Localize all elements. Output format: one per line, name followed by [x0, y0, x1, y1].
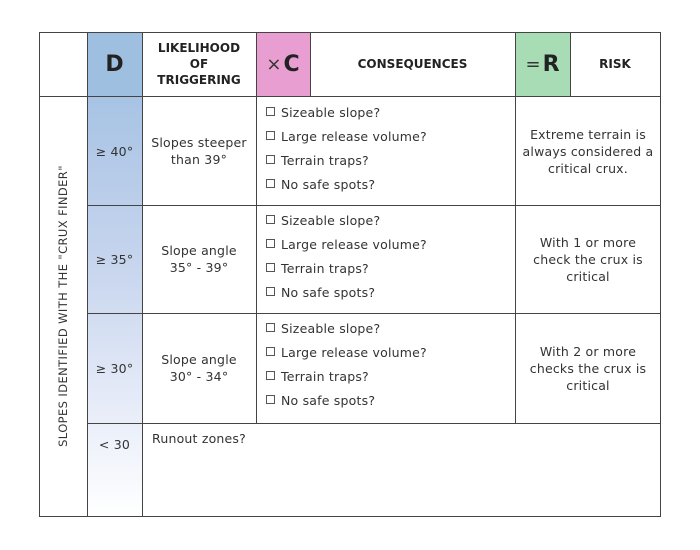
consequences-label: CONSEQUENCES [357, 57, 468, 71]
checkbox-icon [266, 371, 275, 380]
likelihood-label: LIKELIHOOD OF TRIGGERING [157, 41, 241, 87]
d-header-cell [87, 32, 142, 96]
equals-symbol: = [525, 53, 541, 75]
likelihood-header [142, 32, 256, 96]
d-letter: D [105, 51, 124, 77]
checklist-item [266, 317, 511, 341]
checklist-item [266, 257, 511, 281]
checklist-text: No safe spots? [281, 177, 376, 192]
row-divider [87, 423, 661, 424]
column-divider [87, 32, 88, 517]
consequences-header [310, 32, 515, 96]
column-divider [310, 32, 311, 96]
row-1-angle [87, 96, 142, 206]
r-header-cell [515, 32, 570, 96]
table-right-border [660, 32, 661, 517]
checklist-text: No safe spots? [281, 393, 376, 408]
column-divider [515, 32, 516, 423]
checklist-item [266, 389, 511, 413]
row-1-consequences [266, 101, 511, 197]
table-left-border [39, 32, 40, 517]
r-letter: R [542, 51, 560, 77]
checkbox-icon [266, 215, 275, 224]
checklist-item [266, 209, 511, 233]
row-2-risk-text: With 1 or more check the crux is critical [533, 234, 643, 284]
column-divider [142, 32, 143, 517]
row-2-risk [522, 205, 654, 313]
c-header-cell [256, 32, 310, 96]
row-2-consequences [266, 209, 511, 305]
c-letter: C [283, 51, 300, 77]
checkbox-icon [266, 395, 275, 404]
table-top-border [39, 32, 661, 33]
checklist-text: Large release volume? [281, 237, 427, 252]
row-divider [87, 313, 661, 314]
checklist-text: Sizeable slope? [281, 105, 381, 120]
checklist-item [266, 173, 511, 197]
times-symbol: × [266, 53, 282, 75]
checkbox-icon [266, 263, 275, 272]
checklist-text: Large release volume? [281, 129, 427, 144]
last-row-angle-text: < 30 [98, 437, 131, 452]
row-divider [87, 205, 661, 206]
checkbox-icon [266, 179, 275, 188]
row-2-likelihood-text: Slope angle 35° - 39° [161, 243, 237, 275]
checkbox-icon [266, 155, 275, 164]
row-3-angle [87, 313, 142, 423]
row-1-likelihood [150, 96, 248, 206]
runout-zones-label: Runout zones? [152, 431, 246, 446]
checklist-text: Sizeable slope? [281, 213, 381, 228]
row-3-consequences [266, 317, 511, 413]
checklist-text: Terrain traps? [281, 153, 369, 168]
table-bottom-border [39, 516, 661, 517]
table-header-divider [39, 96, 661, 97]
checklist-text: Large release volume? [281, 345, 427, 360]
row-3-risk-text: With 2 or more checks the crux is critical [529, 343, 647, 393]
checkbox-icon [266, 131, 275, 140]
row-2-angle [87, 205, 142, 313]
checklist-item [266, 125, 511, 149]
checklist-text: Terrain traps? [281, 261, 369, 276]
row-3-risk [522, 313, 654, 423]
checklist-text: Terrain traps? [281, 369, 369, 384]
risk-label: RISK [599, 57, 631, 71]
row-2-angle-text: ≥ 35° [95, 251, 134, 267]
checklist-item [266, 149, 511, 173]
row-1-likelihood-text: Slopes steeper than 39° [151, 135, 247, 167]
row-1-risk [522, 96, 654, 206]
column-divider [256, 32, 257, 423]
row-2-likelihood [150, 205, 248, 313]
last-row-angle [87, 436, 142, 453]
checklist-item [266, 101, 511, 125]
row-3-likelihood-text: Slope angle 30° - 34° [161, 352, 237, 384]
checklist-item [266, 365, 511, 389]
row-1-risk-text: Extreme terrain is always considered a critical crux. [522, 126, 654, 176]
checkbox-icon [266, 323, 275, 332]
side-label: SLOPES IDENTIFIED WITH THE "CRUX FINDER" [56, 165, 70, 447]
row-3-likelihood [150, 313, 248, 423]
row-1-angle-text: ≥ 40° [95, 143, 134, 159]
checklist-item [266, 341, 511, 365]
checklist-item [266, 281, 511, 305]
checkbox-icon [266, 107, 275, 116]
checkbox-icon [266, 239, 275, 248]
checkbox-icon [266, 287, 275, 296]
checklist-item [266, 233, 511, 257]
risk-header [570, 32, 660, 96]
checklist-text: No safe spots? [281, 285, 376, 300]
runout-zones-text [152, 430, 452, 447]
side-label-cell [39, 96, 87, 516]
checkbox-icon [266, 347, 275, 356]
column-divider [570, 32, 571, 96]
checklist-text: Sizeable slope? [281, 321, 381, 336]
row-3-angle-text: ≥ 30° [95, 360, 134, 376]
